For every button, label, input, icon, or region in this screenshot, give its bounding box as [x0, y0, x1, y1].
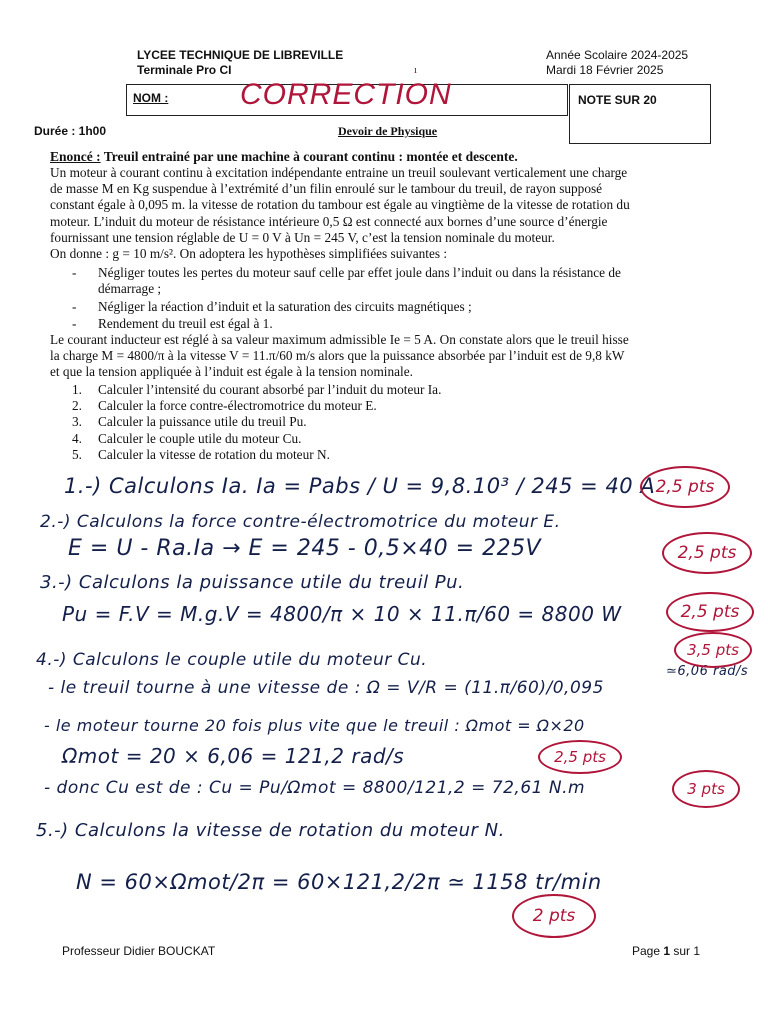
school-header — [137, 48, 343, 78]
name-value-handwritten: CORRECTION — [240, 78, 452, 111]
statement-paragraph-2 — [50, 332, 715, 381]
answer-line-3: E = U - Ra.Ia → E = 245 - 0,5×40 = 225V — [68, 536, 542, 561]
grade-mark-q4a: 3,5 pts — [674, 632, 752, 668]
exam-date: Mardi 18 Février 2025 — [546, 63, 664, 77]
question-item: 1. Calculer l’intensité du courant absorbé par l’induit du moteur Ia. — [72, 382, 442, 397]
hypothesis-text: Négliger toutes les pertes du moteur sauf celle par effet joule dans l’induit ou dans la résistance de — [98, 265, 621, 280]
answer-line-11: 5.-) Calculons la vitesse de rotation du moteur N. — [36, 820, 505, 841]
question-item: 5. Calculer la vitesse de rotation du moteur N. — [72, 446, 330, 462]
grade-label: NOTE SUR 20 — [578, 93, 657, 107]
school-name: LYCEE TECHNIQUE DE LIBREVILLE — [137, 48, 344, 62]
grade-mark-q3: 2,5 pts — [666, 592, 754, 632]
questions-list — [72, 382, 692, 463]
hypothesis-item: - Rendement du treuil est égal à 1. — [74, 316, 714, 332]
answer-line-8: - le moteur tourne 20 fois plus vite que le treuil : Ωmot = Ω×20 — [44, 716, 585, 735]
school-year: Année Scolaire 2024-2025 — [546, 48, 689, 62]
question-item: 4. Calculer le couple utile du moteur Cu. — [72, 430, 302, 446]
answer-line-7: - le treuil tourne à une vitesse de : Ω = V/R = (11.π/60)/0,095 — [48, 678, 604, 698]
paragraph-line: Le courant inducteur est réglé à sa valeur maximum admissible Ie = 5 A. On constate alors que le treuil hisse — [50, 332, 629, 347]
answer-line-1: 1.-) Calculons Ia. Ia = Pabs / U = 9,8.10³ / 245 = 40 A — [64, 474, 656, 498]
hypothesis-item: - Négliger toutes les pertes du moteur sauf celle par effet joule dans l’induit ou dans la résistance de démarrage ; — [74, 265, 714, 297]
footer-page: Page 1 sur 1 — [632, 944, 701, 958]
grade-mark-q2: 2,5 pts — [662, 532, 752, 574]
paragraph-line: constant égale à 0,095 m. la vitesse de rotation du tambour est égale au vingtième de la vitesse de rotation du — [50, 197, 630, 213]
paragraph-line: et que la tension appliquée à l’induit est égale à la tension nominale. — [50, 364, 413, 380]
answer-line-12: N = 60×Ωmot/2π = 60×121,2/2π ≃ 1158 tr/min — [76, 870, 602, 894]
paragraph-line: fournissant une tension réglable de U = 0 V à Un = 245 V, c’est la tension nominale du moteur. — [50, 229, 555, 245]
paragraph-line: de masse M en Kg suspendue à l’extrémité d’un filin enroulé sur le tambour du treuil, de rayon supposé — [50, 181, 603, 197]
paragraph-line: Un moteur à courant continu à excitation indépendante entraine un treuil soulevant verticalement une charge — [50, 165, 628, 180]
paragraph-line: la charge M = 4800/π à la vitesse V = 11.π/60 m/s alors que la puissance absorbée par l’induit est de 9,8 kW — [50, 348, 625, 364]
paragraph-line: moteur. L’induit du moteur de résistance intérieure 0,5 Ω est connecté aux bornes d’une source d’énergie — [50, 213, 608, 229]
given-data: On donne : g = 10 m/s². On adoptera les hypothèses simplifiées suivantes : — [50, 246, 448, 262]
grade-box — [569, 84, 711, 144]
page-number: 1 — [663, 944, 671, 958]
statement-title — [50, 149, 518, 165]
answer-line-2: 2.-) Calculons la force contre-électromotrice du moteur E. — [40, 512, 561, 532]
answer-line-4: 3.-) Calculons la puissance utile du treuil Pu. — [40, 572, 465, 593]
grade-mark-q4b: 2,5 pts — [538, 740, 622, 774]
question-item: 3. Calculer la puissance utile du treuil Pu. — [72, 414, 307, 430]
exam-subject: Devoir de Physique — [338, 124, 438, 138]
grade-mark-q5: 2 pts — [512, 894, 596, 938]
hypothesis-text: démarrage ; — [98, 281, 162, 297]
hypothesis-text: Négliger la réaction d’induit et la saturation des circuits magnétiques ; — [98, 299, 472, 314]
duration: Durée : 1h00 — [34, 124, 107, 138]
answer-line-9: Ωmot = 20 × 6,06 = 121,2 rad/s — [62, 744, 405, 768]
grade-mark-q4c: 3 pts — [672, 770, 740, 808]
statement-title-prefix: Enoncé : — [50, 149, 101, 164]
answer-line-5: Pu = F.V = M.g.V = 4800/π × 10 × 11.π/60 = 8800 W — [62, 602, 622, 626]
date-block — [546, 48, 688, 78]
question-item: 2. Calculer la force contre-électromotrice du moteur E. — [72, 398, 377, 414]
answer-line-6: 4.-) Calculons le couple utile du moteur Cu. — [36, 650, 428, 670]
name-label: NOM : — [133, 91, 169, 105]
grade-mark-q1: 2,5 pts — [640, 466, 730, 508]
statement-paragraph-1 — [50, 165, 715, 262]
hypothesis-item: - Négliger la réaction d’induit et la saturation des circuits magnétiques ; — [74, 299, 714, 315]
answer-side-note: ≃6,06 rad/s — [666, 664, 749, 679]
footer-teacher: Professeur Didier BOUCKAT — [62, 944, 216, 958]
hypothesis-text: Rendement du treuil est égal à 1. — [98, 316, 273, 331]
answer-line-10: - donc Cu est de : Cu = Pu/Ωmot = 8800/121,2 = 72,61 N.m — [44, 778, 586, 798]
statement-title-text: Treuil entrainé par une machine à courant continu : montée et descente. — [100, 149, 518, 164]
class-name: Terminale Pro CI — [137, 63, 232, 77]
red-tick-mark: ı — [414, 64, 418, 76]
